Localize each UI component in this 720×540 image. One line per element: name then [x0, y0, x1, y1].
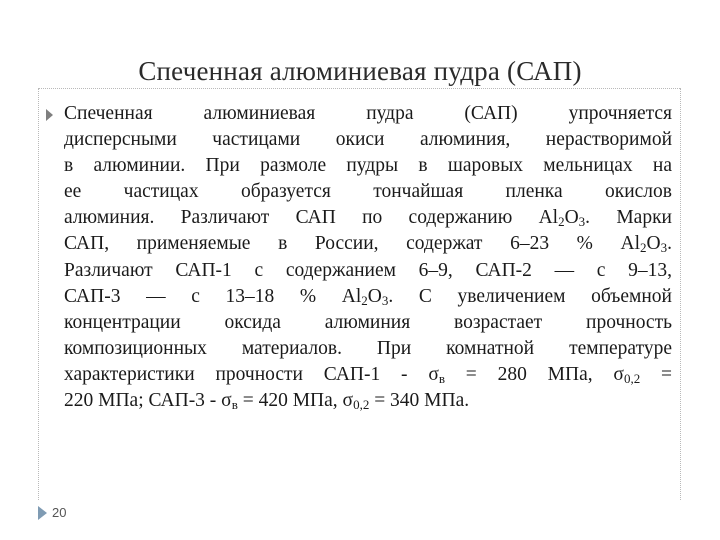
text-run: = 340 МПа. [369, 390, 470, 412]
subscript: 3 [660, 240, 668, 256]
text-run: САП, применяемые в России, содержат 6–23 % Al [64, 233, 641, 255]
text-run: характеристики прочности САП-1 - σ [64, 363, 439, 385]
right-border [680, 88, 681, 500]
body-line: Различают САП-1 с содержанием 6–9, САП-2 — с 9–13, [64, 259, 672, 281]
subscript: 2 [361, 292, 368, 308]
subscript: 3 [381, 292, 389, 308]
text-run: 220 МПа; САП-3 - σ [64, 390, 232, 412]
left-border [38, 88, 39, 500]
title-divider [38, 88, 680, 89]
body-line: ее частицах образуется тончайшая пленка окислов [64, 181, 672, 203]
body-paragraph [64, 101, 672, 414]
body-line: концентрации оксида алюминия возрастает прочность [64, 311, 672, 333]
text-run: = 420 МПа, σ [237, 390, 354, 412]
body-line [64, 362, 672, 388]
text-run: = 280 МПа, σ [445, 363, 624, 385]
subscript: 2 [558, 214, 565, 230]
text-run: O [367, 285, 382, 307]
body-line [64, 388, 672, 414]
text-run: O [564, 207, 579, 229]
body-line [64, 284, 672, 310]
body-line: в алюминии. При размоле пудры в шаровых мельницах на [64, 155, 672, 177]
text-run: . Марки [585, 207, 672, 229]
triangle-bullet-icon [46, 109, 53, 121]
subscript: в [231, 397, 238, 413]
body-line [64, 231, 672, 257]
subscript: 3 [578, 214, 586, 230]
text-run: . С увеличением объемной [388, 285, 672, 307]
subscript: 0,2 [353, 397, 370, 413]
subscript: 0,2 [623, 370, 641, 386]
slide-title: Спеченная алюминиевая пудра (САП) [138, 56, 582, 86]
text-run: алюминия. Различают САП по содержанию Al [64, 207, 559, 229]
body-line: композиционных материалов. При комнатной температуре [64, 337, 672, 359]
subscript: в [438, 370, 445, 386]
triangle-marker-icon [38, 506, 47, 520]
subscript: 2 [640, 240, 647, 256]
text-run: САП-3 — с 13–18 % Al [64, 285, 362, 307]
body-line: дисперсными частицами окиси алюминия, нерастворимой [64, 129, 672, 151]
text-run: . [667, 233, 672, 255]
text-run: = [640, 363, 673, 385]
body-line [64, 205, 672, 231]
page-number: 20 [52, 505, 67, 520]
body-line: Спеченная алюминиевая пудра (САП) упрочняется [64, 103, 672, 124]
text-run: O [646, 233, 661, 255]
